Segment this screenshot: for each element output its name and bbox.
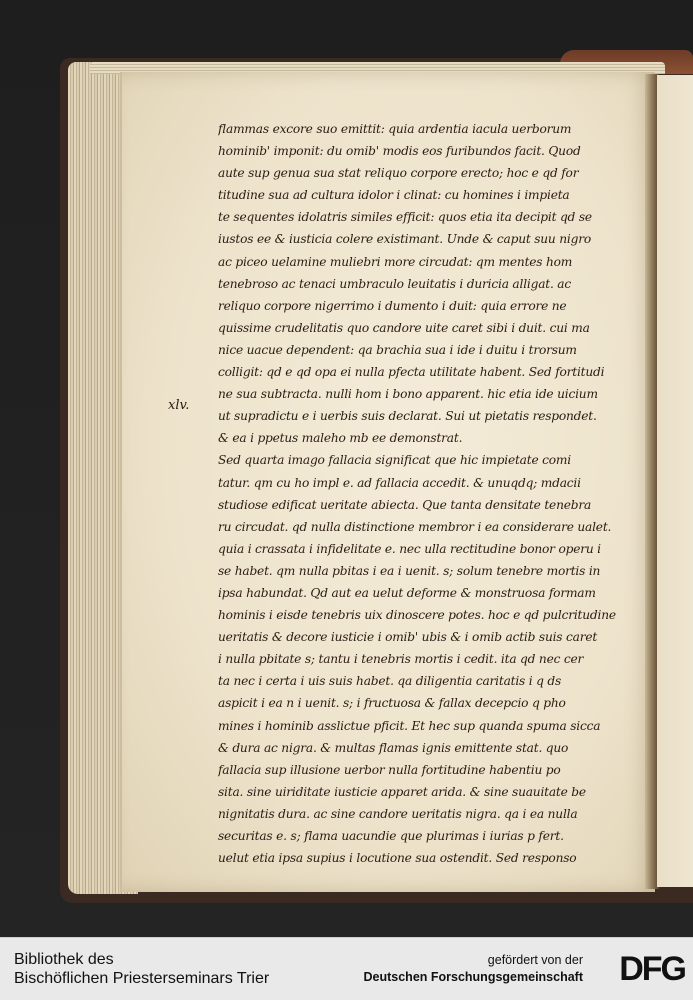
manuscript-line: quissime crudelitatis quo candore uite caret sibi i duit. cui ma: [218, 320, 590, 335]
manuscript-text-block: [218, 118, 646, 869]
footer-bar: [0, 937, 693, 1000]
library-line-2: Bischöflichen Priesterseminars Trier: [14, 970, 270, 987]
manuscript-line: titudine sua ad cultura idolor i clinat: cu homines i impieta: [218, 188, 570, 203]
manuscript-line: nignitatis dura. ac sine candore ueritatis nigra. qa i ea nulla: [218, 806, 578, 821]
funding-credit: [364, 952, 584, 986]
manuscript-line: nice uacue dependent: qa brachia sua i ide i duitu i trorsum: [218, 342, 577, 357]
manuscript-line: i nulla pbitate s; tantu i tenebris mortis i cedit. ita qd nec cer: [218, 652, 584, 667]
manuscript-line: mines i hominib asslictue pficit. Et hec sup quanda spuma sicca: [218, 718, 601, 733]
manuscript-line: hominib' imponit: du omib' modis eos furibundos facit. Quod: [218, 144, 581, 159]
manuscript-line: ne sua subtracta. nulli hom i bono apparent. hic etia ide uicium: [218, 387, 598, 402]
marginal-chapter-number: xlv.: [168, 398, 190, 413]
funding-line-1: gefördert von der: [487, 953, 583, 967]
manuscript-line: ac piceo uelamine muliebri more circudat: qm mentes hom: [218, 254, 573, 269]
manuscript-line: flammas excore suo emittit: quia ardentia iacula uerborum: [218, 122, 572, 136]
manuscript-line: uelut etia ipsa supius i locutione sua ostendit. Sed responso: [218, 851, 577, 866]
manuscript-line: se habet. qm nulla pbitas i ea i uenit. s; solum tenebre mortis in: [218, 563, 601, 578]
library-credit: [14, 950, 269, 988]
manuscript-line: aspicit i ea n i uenit. s; i fructuosa & fallax decepcio q pho: [218, 696, 566, 711]
manuscript-line: studiose edificat ueritate abiecta. Que tanta densitate tenebra: [218, 497, 592, 512]
funding-line-2: Deutschen Forschungsgemeinschaft: [363, 970, 583, 984]
manuscript-line: colligit: qd e qd opa ei nulla pfecta utilitate habent. Sed fortitudi: [218, 365, 605, 380]
manuscript-line: ipsa habundat. Qd aut ea uelut deforme & monstruosa formam: [218, 585, 596, 600]
manuscript-line: hominis i eisde tenebris uix dinoscere potes. hoc e qd pulcritudine: [218, 608, 616, 623]
manuscript-line: ueritatis & decore iusticie i omib' ubis & i omib actib suis caret: [218, 630, 598, 645]
manuscript-line: Sed quarta imago fallacia significat que hic impietate comi: [218, 453, 571, 468]
manuscript-line: ru circudat. qd nulla distinctione membror i ea considerare ualet.: [218, 519, 612, 534]
manuscript-line: aute sup genua sua stat reliquo corpore erecto; hoc e qd for: [218, 166, 579, 181]
manuscript-line: iustos ee & iusticia colere existimant. Unde & caput suu nigro: [218, 232, 591, 247]
facing-page-edge: [657, 75, 693, 887]
manuscript-line: ta nec i certa i uis suis habet. qa diligentia caritatis i q ds: [218, 674, 562, 689]
manuscript-line: reliquo corpore nigerrimo i dumento i duit: quia errore ne: [218, 298, 567, 313]
manuscript-line: quia i crassata i infidelitate e. nec ulla rectitudine bonor operu i: [218, 541, 601, 556]
library-line-1: Bibliothek des: [14, 951, 114, 968]
manuscript-line: ut supradictu e i uerbis suis declarat. Sui ut pietatis respondet.: [218, 409, 597, 424]
manuscript-line: & dura ac nigra. & multas flamas ignis emittente stat. quo: [218, 740, 569, 755]
manuscript-line: tatur. qm cu ho impl e. ad fallacia accedit. & unuqdq; mdacii: [218, 475, 581, 490]
manuscript-line: securitas e. s; flama uacundie que plurimas i iurias p fert.: [218, 829, 564, 843]
manuscript-line: tenebroso ac tenaci umbraculo leuitatis i duricia alligat. ac: [218, 276, 571, 291]
manuscript-line: fallacia sup illusione uerbor nulla fortitudine habentiu po: [218, 762, 561, 777]
manuscript-line: & ea i ppetus maleho mb ee demonstrat.: [218, 431, 463, 446]
manuscript-line: te sequentes idolatris similes efficit: quos etia ita decipit qd se: [218, 210, 592, 225]
dfg-logo: DFG: [619, 950, 685, 988]
manuscript-line: sita. sine uiriditate iusticie apparet arida. & sine suauitate be: [218, 784, 586, 799]
